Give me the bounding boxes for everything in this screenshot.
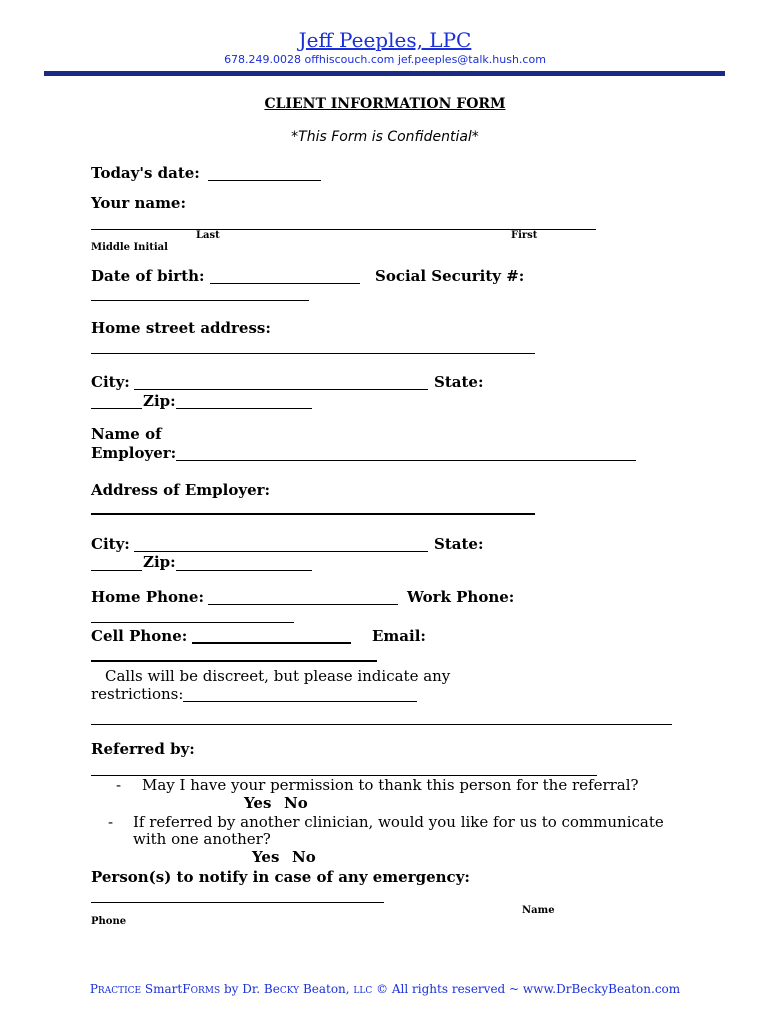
employer-city-field[interactable]: [134, 551, 428, 552]
work-phone-field[interactable]: [91, 622, 294, 623]
home-address-label: Home street address:: [91, 319, 271, 337]
name-last-caption: Last: [196, 230, 220, 241]
name-middle-caption: Middle Initial: [91, 242, 168, 253]
employer-address-label: Address of Employer:: [91, 481, 271, 499]
employer-state-field[interactable]: [91, 570, 142, 571]
referred-by-label: Referred by:: [91, 740, 195, 758]
ssn-label: Social Security #:: [375, 267, 525, 285]
question-1-text: May I have your permission to thank this person for the referral?: [142, 776, 639, 794]
home-state-field[interactable]: [91, 408, 142, 409]
calls-note-line-1: Calls will be discreet, but please indicate any: [105, 667, 451, 685]
employer-name-field[interactable]: [176, 460, 636, 461]
footer-part: F: [182, 982, 191, 996]
form-subtitle: *This Form is Confidential*: [291, 129, 479, 145]
question-1-dash: -: [116, 776, 122, 794]
question-2-text-2: with one another?: [133, 830, 271, 848]
employer-state-label: State:: [434, 535, 484, 553]
footer-part: LLC: [353, 986, 373, 996]
todays-date-field[interactable]: [208, 180, 321, 181]
home-city-field[interactable]: [134, 389, 428, 390]
restrictions-field[interactable]: [183, 701, 417, 702]
calls-note-line-2: restrictions:: [91, 685, 184, 703]
footer-part: © All rights reserved ~ www.DrBeckyBeaton.com: [372, 982, 681, 996]
employer-name-label-1: Name of: [91, 425, 162, 443]
home-zip-field[interactable]: [176, 408, 312, 409]
question-2-text-1: If referred by another clinician, would you like for us to communicate: [133, 813, 664, 831]
employer-zip-field[interactable]: [176, 570, 312, 571]
todays-date-label: Today's date:: [91, 164, 200, 182]
footer-part: RACTICE: [97, 986, 142, 996]
name-first-caption: First: [511, 230, 538, 241]
question-2-no[interactable]: No: [292, 848, 316, 866]
email-label: Email:: [372, 627, 426, 645]
provider-name: Jeff Peeples, LPC: [298, 28, 472, 52]
ssn-field[interactable]: [91, 300, 309, 301]
cell-phone-field[interactable]: [192, 642, 351, 644]
your-name-label: Your name:: [91, 194, 187, 212]
question-1-no[interactable]: No: [284, 794, 308, 812]
cell-phone-label: Cell Phone:: [91, 627, 188, 645]
restrictions-field-2[interactable]: [91, 724, 672, 725]
home-state-label: State:: [434, 373, 484, 391]
footer-part: by Dr. Be: [220, 982, 280, 996]
home-address-field[interactable]: [91, 353, 535, 354]
employer-city-label: City:: [91, 535, 130, 553]
email-field[interactable]: [91, 660, 377, 662]
home-phone-label: Home Phone:: [91, 588, 204, 606]
footer-part: CKY: [279, 986, 300, 996]
header-divider: [44, 71, 725, 76]
form-title: CLIENT INFORMATION FORM: [264, 96, 506, 112]
question-2-dash: -: [108, 813, 114, 831]
home-city-label: City:: [91, 373, 130, 391]
emergency-name-caption: Name: [522, 905, 555, 916]
provider-contact: 678.249.0028 offhiscouch.com jef.peeples@talk.hush.com: [224, 53, 546, 66]
emergency-phone-caption: Phone: [91, 916, 127, 927]
home-phone-field[interactable]: [208, 604, 398, 605]
dob-label: Date of birth:: [91, 267, 205, 285]
footer-part: Smart: [141, 982, 183, 996]
employer-name-label-2: Employer:: [91, 444, 177, 462]
question-2-yes[interactable]: Yes: [252, 848, 280, 866]
employer-address-field[interactable]: [91, 513, 535, 515]
footer-copyright: [0, 982, 770, 996]
footer-part: P: [89, 982, 98, 996]
question-1-yes[interactable]: Yes: [244, 794, 272, 812]
dob-field[interactable]: [210, 283, 360, 284]
emergency-name-field[interactable]: [91, 902, 384, 903]
home-zip-label: Zip:: [143, 392, 176, 410]
employer-zip-label: Zip:: [143, 553, 176, 571]
footer-part: ORMS: [190, 986, 221, 996]
footer-part: Beaton,: [299, 982, 354, 996]
work-phone-label: Work Phone:: [407, 588, 515, 606]
emergency-label: Person(s) to notify in case of any emergency:: [91, 868, 470, 886]
